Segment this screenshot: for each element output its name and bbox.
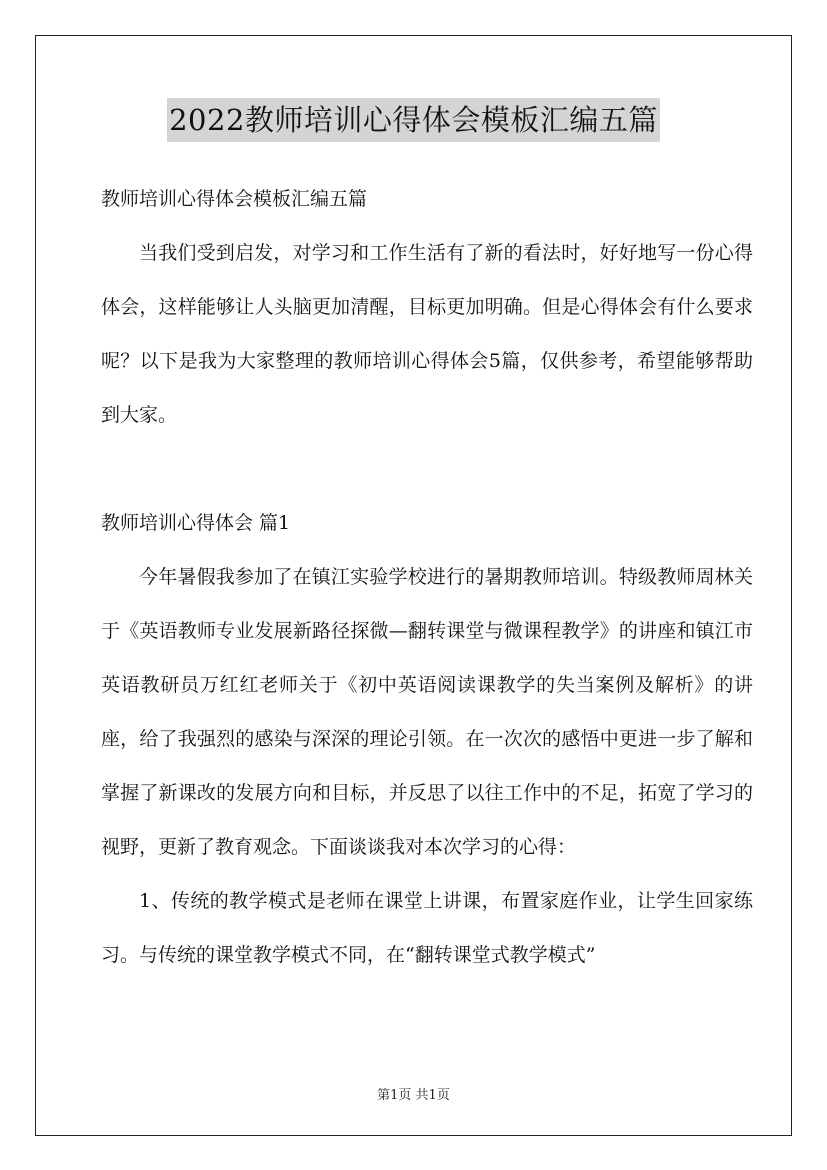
document-subtitle: 教师培训心得体会模板汇编五篇: [101, 188, 368, 210]
intro-paragraph: 当我们受到启发，对学习和工作生活有了新的看法时，好好地写一份心得体会，这样能够让人头脑更加清醒，目标更加明确。但是心得体会有什么要求呢？以下是我为大家整理的教师培训心得体会5篇，仅供参考，希望能够帮助到大家。: [101, 242, 753, 426]
body-paragraph-2: 1、传统的教学模式是老师在课堂上讲课，布置家庭作业，让学生回家练习。与传统的课堂教学模式不同，在“翻转课堂式教学模式”: [101, 890, 753, 966]
section-heading: 教师培训心得体会 篇1: [101, 512, 291, 534]
document-title: 2022教师培训心得体会模板汇编五篇: [167, 98, 660, 142]
title-container: [0, 98, 827, 142]
document-body: [101, 172, 753, 982]
section-spacer: [101, 442, 753, 496]
page-footer: 第1页 共1页: [377, 1088, 450, 1103]
body-paragraph-1: 今年暑假我参加了在镇江实验学校进行的暑期教师培训。特级教师周林关于《英语教师专业发展新路径探微—翻转课堂与微课程教学》的讲座和镇江市英语教研员万红红老师关于《初中英语阅读课教学的失当案例及解析》的讲座，给了我强烈的感染与深深的理论引领。在一次次的感悟中更进一步了解和掌握了新课改的发展方向和目标，并反思了以往工作中的不足，拓宽了学习的视野，更新了教育观念。下面谈谈我对本次学习的心得：: [101, 566, 753, 858]
